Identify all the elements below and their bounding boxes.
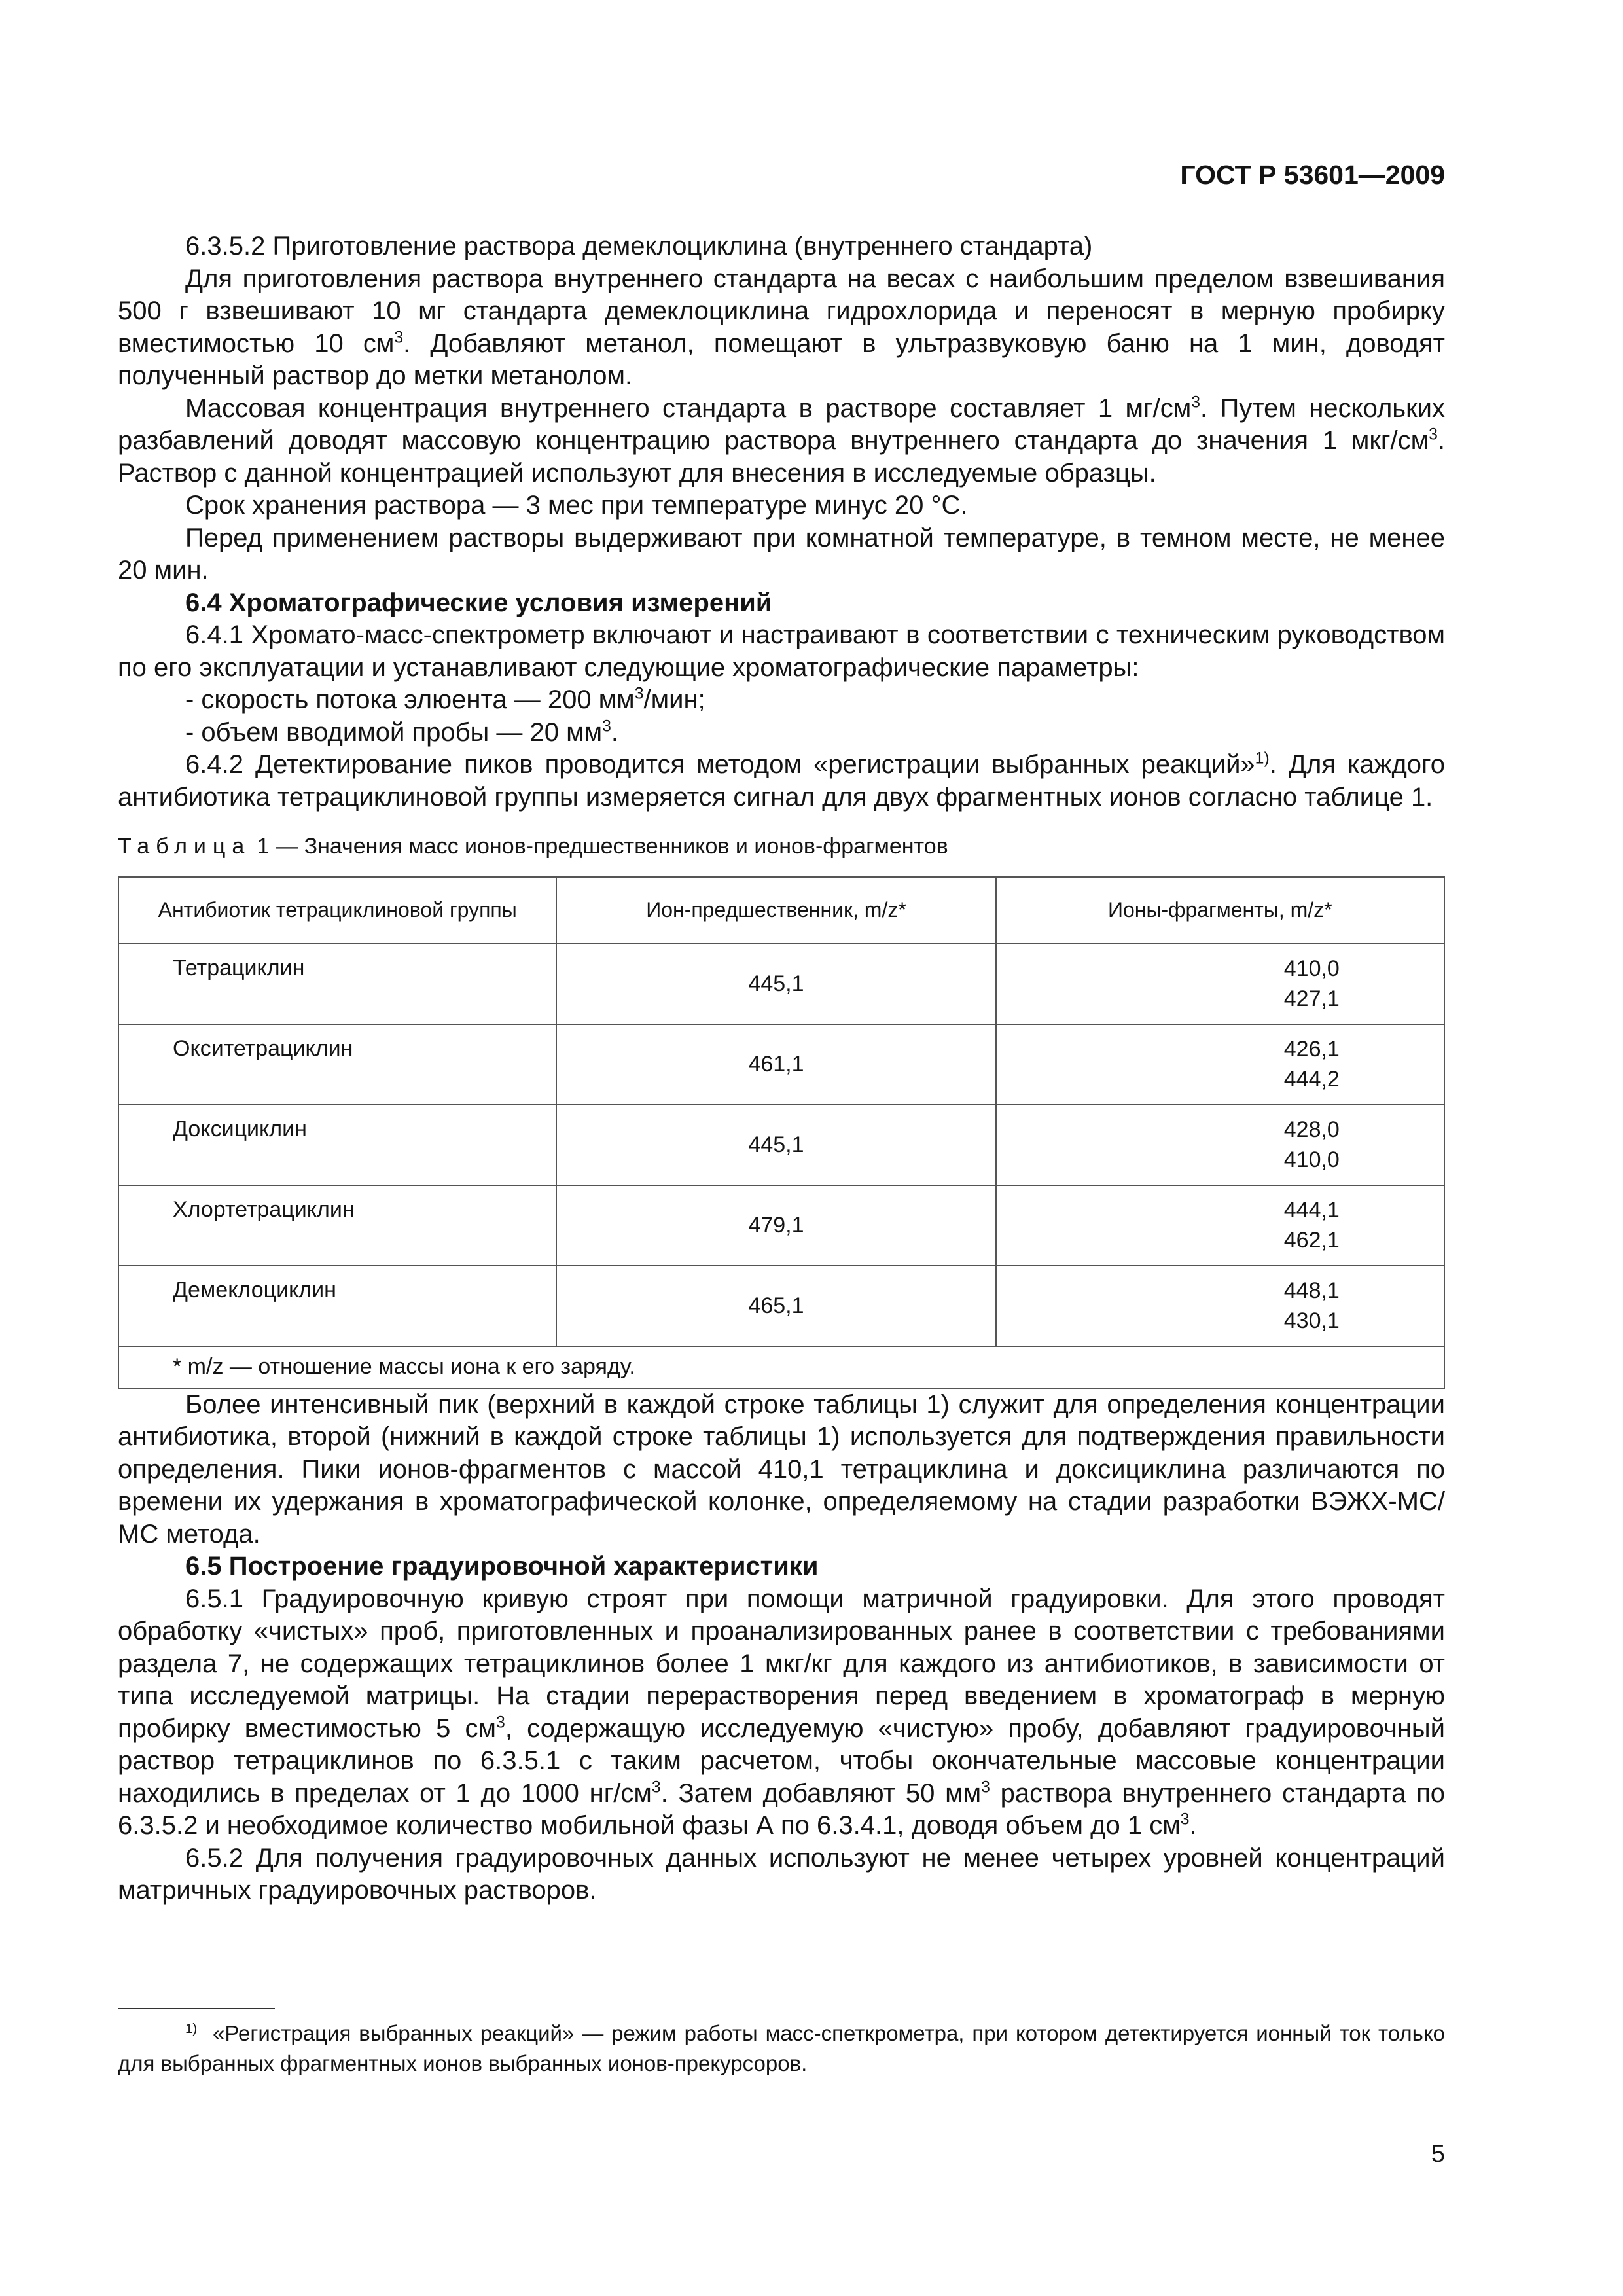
- fragment-ions: 428,0 410,0: [996, 1105, 1444, 1185]
- table-row: [118, 1185, 1444, 1266]
- list-item: - скорость потока элюента — 200 $мм^3$/мин;: [185, 685, 705, 714]
- precursor-ion: 445,1: [556, 1105, 995, 1185]
- fragment-ions: 444,1 462,1: [996, 1185, 1444, 1266]
- paragraph: Для приготовления раствора внутреннего стандарта на весах с наибольшим пределом взвешивания 500 г взвешивают 10 мг стандарта демеклоциклина гидрохлорида и переносят в мерную пробирку вместимостью 10 $см^3$. Добавляют метанол, помещают в ультразвуковую баню на 1 мин, доводят полученный раствор до метки метанолом.: [118, 264, 1445, 390]
- paragraph: Срок хранения раствора — 3 мес при температуре минус 20 °С.: [185, 491, 968, 520]
- table-footnote: * m/z — отношение массы иона к его заряду.: [118, 1346, 1444, 1388]
- document-id-header: ГОСТ Р 53601—2009: [1180, 160, 1445, 190]
- antibiotic-name: Демеклоциклин: [118, 1266, 556, 1346]
- paragraph: 6.5.2 Для получения градуировочных данных используют не менее четырех уровней концентраций матричных градуировочных растворов.: [118, 1843, 1445, 1905]
- paragraph: 6.5.1 Градуировочную кривую строят при помощи матричной градуировки. Для этого проводят обработку «чистых» проб, приготовленных и проанализированных ранее в соответствии с требованиями раздела 7, не содержащих тетрациклинов более 1 мкг/кг для каждого из антибиотиков, в зависимости от типа исследуемой матрицы. На стадии перерастворения перед введением в хроматограф в мерную пробирку вместимостью 5 $см^3$, содержащую исследуемую «чистую» пробу, добавляют градуировочный раствор тетрациклинов по 6.3.5.1 с таким расчетом, чтобы окончательные массовые концентрации находились в пределах от 1 до 1000 $нг/см^3$. Затем добавляют 50 $мм^3$ раствора внутреннего стандарта по 6.3.5.2 и необходимое количество мобильной фазы А по 6.3.4.1, доводя объем до 1 $см^3$.: [118, 1584, 1445, 1840]
- fragment-ions: 426,1 444,2: [996, 1024, 1444, 1105]
- column-header: Ион-предшественник, m/z*: [556, 877, 995, 944]
- paragraph: 6.4.2 Детектирование пиков проводится методом «регистрации выбранных реакций»$^{1)}$. Для каждого антибиотика тетрациклиновой группы измеряется сигнал для двух фрагментных ионов согласно таблице 1.: [118, 749, 1446, 812]
- section-6-5-heading: 6.5 Построение градуировочной характеристики: [185, 1552, 819, 1581]
- section-6-4-heading: 6.4 Хроматографические условия измерений: [185, 588, 772, 617]
- precursor-ion: 479,1: [556, 1185, 995, 1266]
- table-caption: Таблица 1 — Значения масс ионов-предшественников и ионов-фрагментов: [118, 834, 948, 859]
- paragraph: Перед применением растворы выдерживают при комнатной температуре, в темном месте, не менее 20 мин.: [118, 523, 1445, 584]
- document-body: [118, 230, 1445, 1907]
- antibiotic-name: Хлортетрациклин: [118, 1185, 556, 1266]
- ion-mass-table: [118, 876, 1445, 1389]
- table-footnote-row: [118, 1346, 1444, 1388]
- column-header: Антибиотик тетрациклиновой группы: [118, 877, 556, 944]
- precursor-ion: 465,1: [556, 1266, 995, 1346]
- antibiotic-name: Окситетрациклин: [118, 1024, 556, 1105]
- antibiotic-name: Доксициклин: [118, 1105, 556, 1185]
- page-number: 5: [1431, 2140, 1445, 2168]
- precursor-ion: 445,1: [556, 944, 995, 1024]
- precursor-ion: 461,1: [556, 1024, 995, 1105]
- list-item: - объем вводимой пробы — 20 $мм^3$.: [185, 717, 618, 747]
- fragment-ions: 410,0 427,1: [996, 944, 1444, 1024]
- section-6-3-5-2-title: 6.3.5.2 Приготовление раствора демеклоциклина (внутреннего стандарта): [185, 232, 1093, 260]
- table-row: [118, 944, 1444, 1024]
- footnote: $^{1)}$ «Регистрация выбранных реакций» — режим работы масс-спеткрометра, при котором детектируется ионный ток только для выбранных фрагментных ионов выбранных ионов-прекурсоров.: [118, 2021, 1445, 2075]
- table-row: [118, 1105, 1444, 1185]
- table-row: [118, 1266, 1444, 1346]
- footnote-divider: [118, 2008, 275, 2009]
- table-header-row: [118, 877, 1444, 944]
- fragment-ions: 448,1 430,1: [996, 1266, 1444, 1346]
- antibiotic-name: Тетрациклин: [118, 944, 556, 1024]
- paragraph: 6.4.1 Хромато-масс-спектрометр включают и настраивают в соответствии с техническим руководством по его эксплуатации и устанавливают следующие хроматографические параметры:: [118, 620, 1445, 682]
- paragraph: Более интенсивный пик (верхний в каждой строке таблицы 1) служит для определения концентрации антибиотика, второй (нижний в каждой строке таблицы 1) используется для подтверждения правильности определения. Пики ионов-фрагментов с массой 410,1 тетрациклина и доксициклина различаются по времени их удержания в хроматографической колонке, определяемому на стадии разработки ВЭЖХ-МС/МС метода.: [118, 1390, 1445, 1549]
- table-row: [118, 1024, 1444, 1105]
- paragraph: Массовая концентрация внутреннего стандарта в растворе составляет 1 $мг/см^3$. Путем нескольких разбавлений доводят массовую концентрацию раствора внутреннего стандарта до значения 1 мкг/$см^3$. Раствор с данной концентрацией используют для внесения в исследуемые образцы.: [118, 393, 1445, 488]
- column-header: Ионы-фрагменты, m/z*: [996, 877, 1444, 944]
